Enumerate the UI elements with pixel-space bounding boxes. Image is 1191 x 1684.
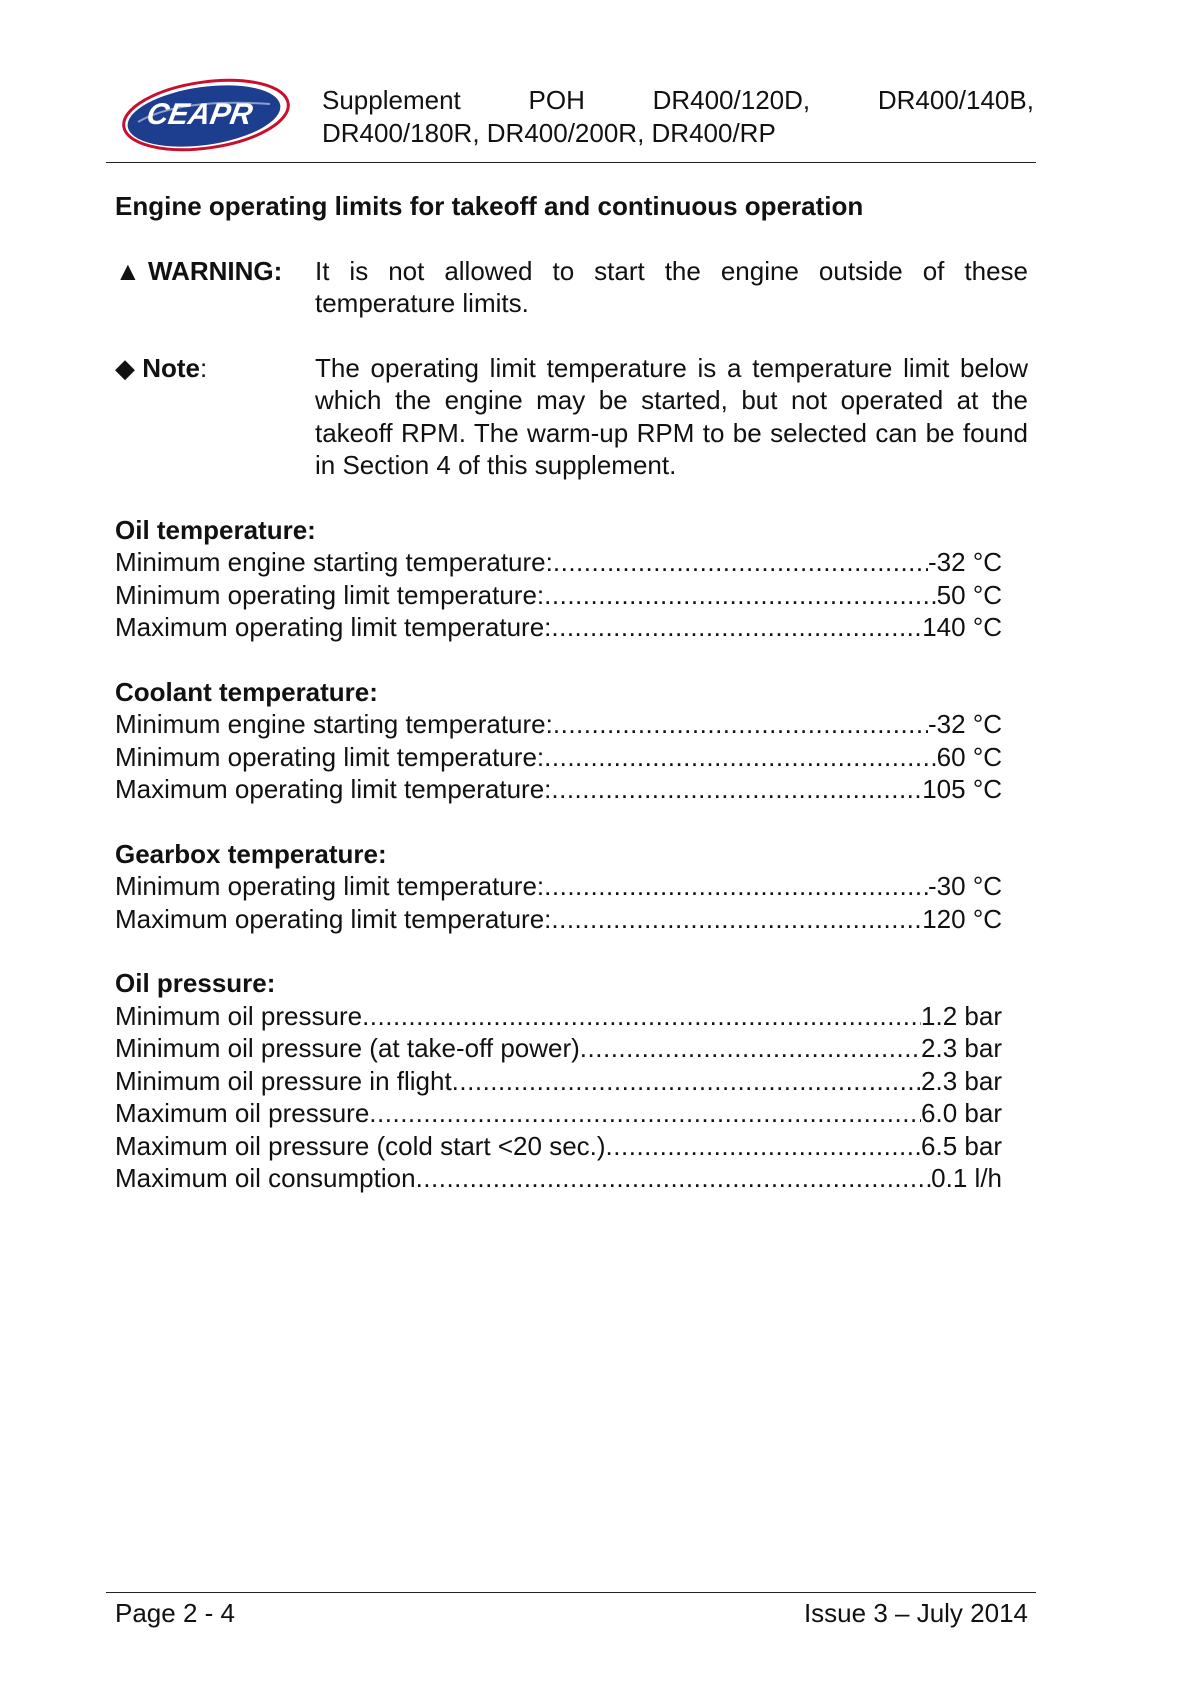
limit-label: Maximum operating limit temperature: (115, 903, 552, 934)
limit-row (115, 903, 1002, 936)
limit-label: Minimum operating limit temperature: (115, 579, 545, 610)
oil-pressure-group (115, 967, 1028, 1195)
limit-label: Minimum oil pressure (at take-off power) (115, 1033, 580, 1063)
limit-label: Maximum operating limit temperature: (115, 612, 552, 642)
limit-row (115, 579, 1002, 612)
limit-value: 120 °C (922, 903, 1002, 934)
ceapr-logo (120, 78, 292, 152)
limit-value: 6.5 bar (921, 1130, 1002, 1161)
limit-label: Minimum operating limit temperature: (115, 741, 545, 772)
limit-row (115, 1065, 1002, 1098)
title-word: POH (528, 85, 585, 115)
limit-row (115, 546, 1002, 579)
limit-value: 60 °C (936, 741, 1002, 772)
limit-row (115, 870, 1002, 903)
title-word: Supplement (322, 85, 461, 115)
limit-label: Maximum oil pressure (cold start <20 sec.) (115, 1130, 606, 1161)
document-title (322, 84, 1034, 150)
header-divider (106, 162, 1036, 163)
note-diamond-icon: ◆ (115, 352, 135, 383)
limit-row (115, 1162, 1002, 1195)
title-word: DR400/140B, (877, 85, 1034, 115)
limit-value: -32 °C (928, 547, 1002, 577)
limit-label: Minimum oil pressure (115, 1000, 363, 1031)
page-content (115, 190, 1028, 1195)
limit-value: 2.3 bar (921, 1065, 1002, 1096)
limit-value: -30 °C (928, 871, 1002, 901)
limit-label: Minimum operating limit temperature: (115, 871, 545, 901)
note-colon: : (200, 352, 208, 383)
page-header (106, 70, 1036, 162)
title-word: DR400/120D, (652, 85, 811, 115)
limit-label: Maximum oil consumption (115, 1163, 416, 1193)
limit-row (115, 773, 1002, 806)
warning-block (115, 255, 1028, 320)
limit-label: Maximum operating limit temperature: (115, 774, 552, 804)
warning-text: It is not allowed to start the engine outside of these temperature limits. (315, 255, 1028, 318)
warning-triangle-icon: ▲ (115, 255, 141, 286)
limit-value: 2.3 bar (921, 1033, 1002, 1063)
note-block (115, 352, 1028, 482)
footer-divider (106, 1592, 1036, 1593)
group-title: Oil pressure: (115, 968, 276, 998)
limit-label: Minimum engine starting temperature: (115, 547, 553, 577)
limit-row (115, 1130, 1002, 1163)
coolant-temperature-group (115, 676, 1028, 806)
limit-value: 105 °C (922, 774, 1002, 804)
limit-value: -32 °C (928, 709, 1002, 739)
group-title: Oil temperature: (115, 514, 316, 545)
limit-row (115, 708, 1002, 741)
oil-temperature-group (115, 514, 1028, 644)
group-title: Gearbox temperature: (115, 838, 387, 869)
limit-row (115, 611, 1002, 644)
logo-text: CEAPR (144, 98, 255, 131)
limit-label: Minimum oil pressure in flight (115, 1065, 452, 1096)
limit-row (115, 1097, 1002, 1130)
title-line-2: DR400/180R, DR400/200R, DR400/RP (322, 118, 776, 148)
limit-row (115, 1000, 1002, 1033)
page-number: Page 2 - 4 (115, 1598, 235, 1628)
limit-value: 140 °C (922, 612, 1002, 642)
limit-value: 1.2 bar (921, 1000, 1002, 1031)
note-text: The operating limit temperature is a temperature limit below which the engine may be started, but not operated at the takeoff RPM. The warm-up RPM to be selected can be found in Section 4 of this supplement. (315, 352, 1028, 480)
limit-label: Minimum engine starting temperature: (115, 709, 553, 739)
limit-label: Maximum oil pressure (115, 1098, 370, 1128)
section-title: Engine operating limits for takeoff and continuous operation (115, 191, 864, 221)
limit-row (115, 741, 1002, 774)
gearbox-temperature-group (115, 838, 1028, 936)
limit-value: 6.0 bar (921, 1098, 1002, 1128)
limit-value: 0.1 l/h (931, 1163, 1002, 1193)
page-footer (115, 1596, 1028, 1630)
group-title: Coolant temperature: (115, 676, 378, 707)
note-label: Note (142, 352, 201, 383)
limit-row (115, 1032, 1002, 1065)
issue-date: Issue 3 – July 2014 (803, 1598, 1028, 1628)
warning-label: WARNING: (147, 255, 283, 286)
limit-value: 50 °C (936, 579, 1002, 610)
